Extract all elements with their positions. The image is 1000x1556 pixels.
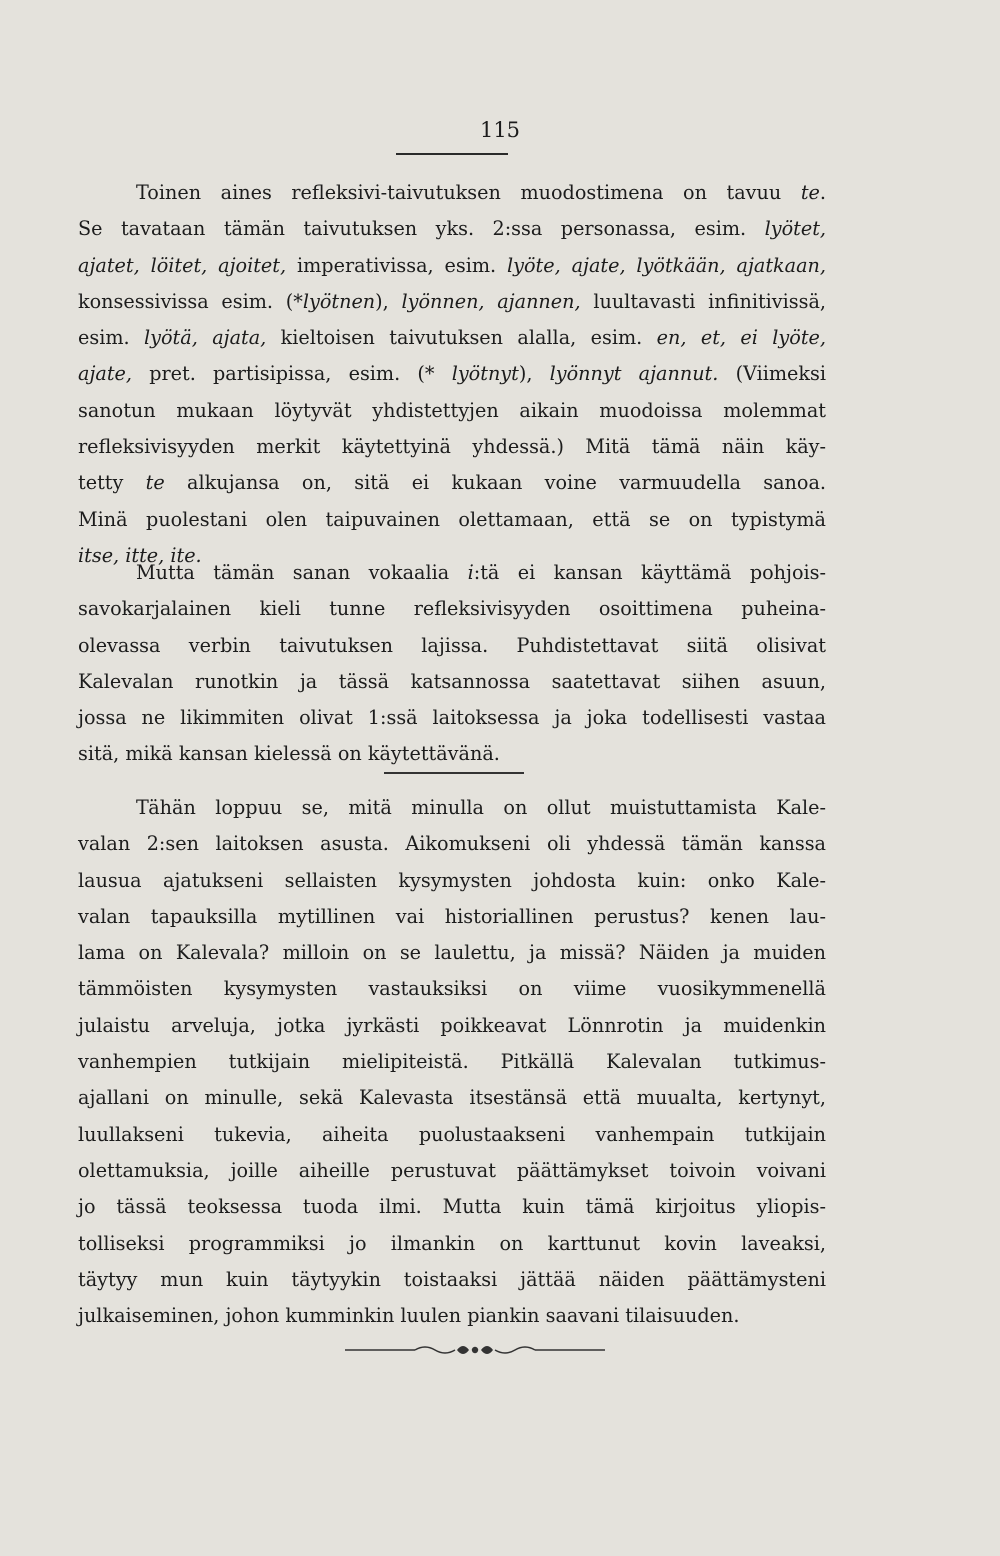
text-line xyxy=(78,591,826,627)
text-line xyxy=(78,935,826,971)
text-line xyxy=(78,175,826,211)
text-line xyxy=(78,502,826,538)
text-span: tolliseksi programmiksi jo ilmankin on karttunut kovin laveaksi, xyxy=(78,1231,826,1255)
text-span: olettamuksia, joille aiheille perustuvat päättämykset toivoin voivani xyxy=(78,1158,826,1182)
text-line xyxy=(78,826,826,862)
text-span: luullakseni tukevia, aiheita puolustaakseni vanhempain tutkijain xyxy=(78,1122,826,1146)
text-span: konsessivissa esim. (* xyxy=(78,289,303,313)
text-span: valan 2:sen laitoksen asusta. Aikomukseni oli yhdessä tämän kanssa xyxy=(78,832,826,856)
text-span: (Viimeksi xyxy=(718,362,827,386)
text-span: ), xyxy=(518,362,550,386)
page-number-rule xyxy=(396,153,508,155)
italic-text: lyönnyt ajannut. xyxy=(549,362,719,386)
tailpiece-ornament-icon xyxy=(345,1340,605,1360)
text-line xyxy=(78,863,826,899)
text-line xyxy=(78,1117,826,1153)
text-line xyxy=(78,248,826,284)
text-span: ), xyxy=(375,289,402,313)
italic-text: te xyxy=(145,471,165,495)
paragraph-conclusion xyxy=(78,790,826,1334)
text-span: lausua ajatukseni sellaisten kysymysten johdosta kuin: onko Kale- xyxy=(78,868,826,892)
text-line xyxy=(78,628,826,664)
text-span: kieltoisen taivutuksen alalla, esim. xyxy=(266,326,657,350)
text-span: tetty xyxy=(78,471,146,495)
italic-text: lyötnyt xyxy=(451,362,519,386)
text-line xyxy=(78,356,826,392)
text-span: ajallani on minulle, sekä Kalevasta itsestänsä että muualta, kertynyt, xyxy=(78,1086,826,1110)
text-line xyxy=(78,1008,826,1044)
italic-text: lyönnen, ajannen, xyxy=(401,289,581,313)
text-line xyxy=(78,1044,826,1080)
text-span: Toinen aines refleksivi-taivutuksen muodostimena on tavuu xyxy=(136,181,801,204)
italic-text: en, et, ei lyöte, xyxy=(656,326,826,350)
text-span: luultavasti infinitivissä, xyxy=(580,289,827,313)
text-span: Mutta tämän sanan vokaalia xyxy=(136,561,468,584)
text-span: Kalevalan runotkin ja tässä katsannossa saatettavat siihen asuun, xyxy=(78,669,826,693)
italic-text: te xyxy=(800,181,820,204)
text-line xyxy=(78,899,826,935)
text-line xyxy=(78,790,826,826)
text-line xyxy=(78,320,826,356)
text-span: lama on Kalevala? milloin on se laulettu, ja missä? Näiden ja muiden xyxy=(78,941,826,965)
section-divider xyxy=(384,772,524,774)
text-span: jo tässä teoksessa tuoda ilmi. Mutta kuin tämä kirjoitus yliopis- xyxy=(78,1195,826,1219)
text-span: imperativissa, esim. xyxy=(286,253,507,277)
text-line xyxy=(78,664,826,700)
text-line xyxy=(78,211,826,247)
text-span: Se tavataan tämän taivutuksen yks. 2:ssa personassa, esim. xyxy=(78,217,765,241)
paragraph-vowel-i xyxy=(78,555,826,773)
text-span: täytyy mun kuin täytyykin toistaaksi jättää näiden päättämysteni xyxy=(78,1267,826,1291)
text-span: sanotun mukaan löytyvät yhdistettyjen aikain muodoissa molemmat xyxy=(78,398,826,422)
text-line xyxy=(78,1189,826,1225)
italic-text: lyötnen xyxy=(302,289,376,313)
text-span: jossa ne likimmiten olivat 1:ssä laitoksessa ja joka todellisesti vastaa xyxy=(78,706,826,730)
text-span: savokarjalainen kieli tunne refleksivisyyden osoittimena puheina- xyxy=(78,597,826,621)
text-span: pret. partisipissa, esim. (* xyxy=(132,362,452,386)
text-line xyxy=(78,1262,826,1298)
text-span: tämmöisten kysymysten vastauksiksi on viime vuosikymmenellä xyxy=(78,977,826,1001)
italic-text: lyötet, xyxy=(764,217,826,241)
page-number: 115 xyxy=(479,118,521,142)
text-line xyxy=(78,1080,826,1116)
italic-text: lyötä, ajata, xyxy=(144,326,267,350)
text-span: :tä ei kansan käyttämä pohjois- xyxy=(473,561,826,584)
text-span: vanhempien tutkijain mielipiteistä. Pitkällä Kalevalan tutkimus- xyxy=(78,1050,826,1074)
paragraph-reflexive-te xyxy=(78,175,826,574)
text-line xyxy=(78,465,826,501)
italic-text: ajatet, löitet, ajoitet, xyxy=(78,253,287,277)
text-span: esim. xyxy=(78,326,145,350)
text-line xyxy=(78,700,826,736)
text-span: . xyxy=(819,181,826,204)
text-span: olevassa verbin taivutuksen lajissa. Puhdistettavat siitä olisivat xyxy=(78,633,826,657)
text-span: alkujansa on, sitä ei kukaan voine varmuudella sanoa. xyxy=(164,471,826,495)
text-line xyxy=(78,736,826,772)
text-span: refleksivisyyden merkit käytettyinä yhdessä.) Mitä tämä näin käy- xyxy=(78,435,826,459)
text-line xyxy=(78,1226,826,1262)
text-line xyxy=(78,555,826,591)
text-span: sitä, mikä kansan kielessä on käytettävänä. xyxy=(78,742,500,766)
italic-text: lyöte, ajate, lyötkään, ajatkaan, xyxy=(507,253,827,277)
text-span: Tähän loppuu se, mitä minulla on ollut muistuttamista Kale- xyxy=(136,796,826,819)
italic-text: itse, itte, ite. xyxy=(78,543,202,567)
text-span: valan tapauksilla mytillinen vai historiallinen perustus? kenen lau- xyxy=(78,904,826,928)
text-line xyxy=(78,971,826,1007)
text-span: Minä puolestani olen taipuvainen olettamaan, että se on typistymä xyxy=(78,507,826,531)
text-span: julkaiseminen, johon kumminkin luulen piankin saavani tilaisuuden. xyxy=(78,1304,740,1328)
italic-text: i xyxy=(467,561,474,584)
text-line xyxy=(78,1298,826,1334)
text-line xyxy=(78,1153,826,1189)
text-span: julaistu arveluja, jotka jyrkästi poikkeavat Lönnrotin ja muidenkin xyxy=(78,1013,826,1037)
text-line xyxy=(78,393,826,429)
text-line xyxy=(78,284,826,320)
italic-text: ajate, xyxy=(78,362,132,386)
text-line xyxy=(78,429,826,465)
